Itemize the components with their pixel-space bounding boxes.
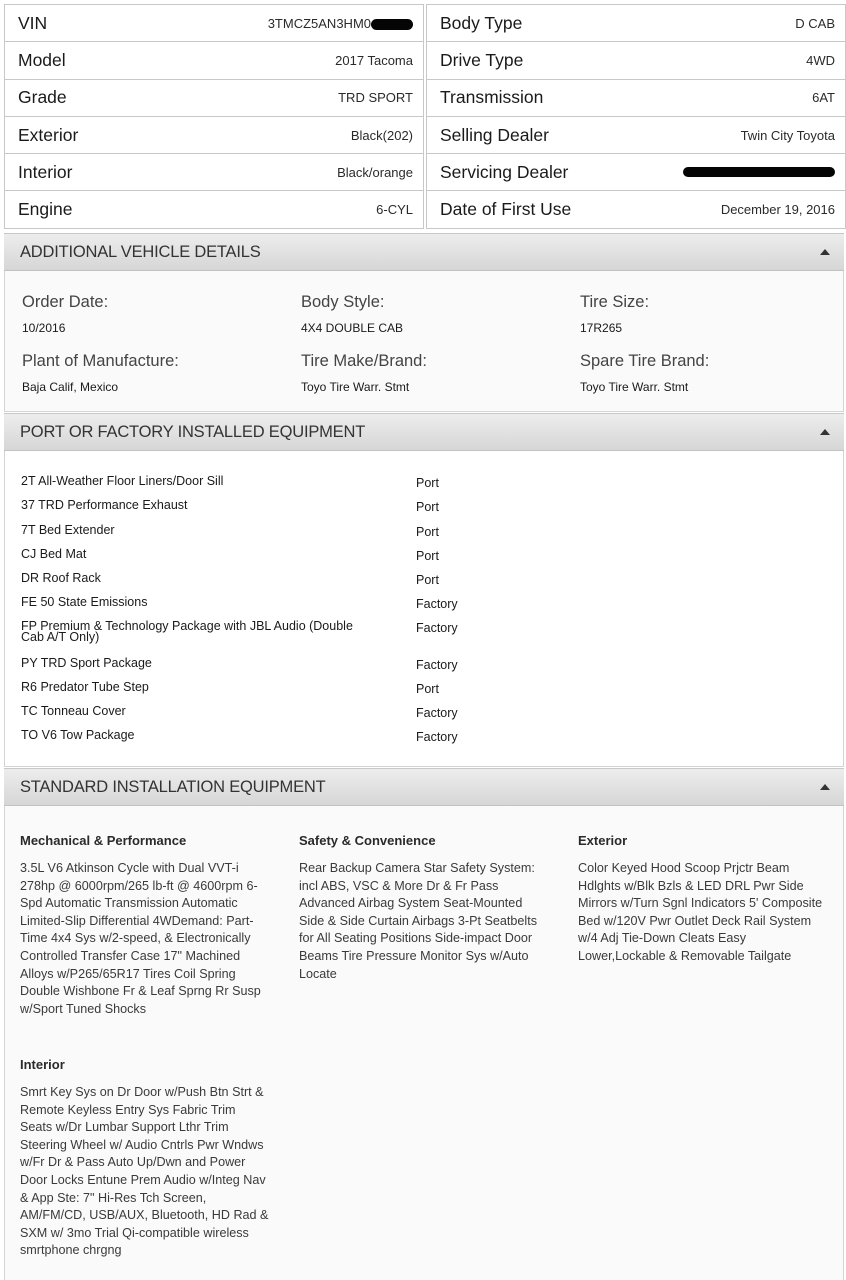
- interior-label: Interior: [18, 161, 73, 182]
- equipment-name: FE 50 State Emissions: [21, 595, 148, 609]
- equipment-source: Factory: [416, 706, 458, 720]
- grade-value: TRD SPORT: [338, 90, 413, 106]
- body-type-value: D CAB: [795, 15, 835, 31]
- exterior-block: [578, 833, 828, 966]
- equipment-name: TC Tonneau Cover: [21, 704, 126, 718]
- interior-text: Smrt Key Sys on Dr Door w/Push Btn Strt & Remote Keyless Entry Sys Fabric Trim Seats w/Dr Lumbar Support Lthr Trim Steering Wheel w/ Audio Cntrls Pwr Wndws w/Fr Dr & Pass Auto Up/Dwn and Power Door Locks Entune Prem Audio w/Integ Nav & App Ste: 7" Hi-Res Tch Screen, AM/FM/CD, USB/AUX, Bluetooth, HD Rad & SXM w/ 3mo Trial Qi-compatible wireless smrtphone chrgng: [20, 1085, 269, 1258]
- grade-label: Grade: [18, 87, 67, 108]
- safety-title: Safety & Convenience: [299, 833, 436, 848]
- interior-block: [20, 1057, 270, 1260]
- spec-row-grade: [4, 79, 424, 117]
- exterior-title: Exterior: [578, 833, 628, 848]
- exterior-label: Exterior: [18, 124, 79, 145]
- equipment-name: 37 TRD Performance Exhaust: [21, 498, 188, 512]
- equipment-source: Port: [416, 573, 439, 587]
- equipment-name: PY TRD Sport Package: [21, 656, 152, 670]
- tire-make-field: [301, 352, 427, 394]
- tire-size-field: [580, 293, 649, 335]
- first-use-value: December 19, 2016: [720, 202, 835, 218]
- tire-make-label: Tire Make/Brand:: [301, 352, 427, 370]
- vin-text: 3TMCZ5AN3HM0: [267, 15, 371, 31]
- vin-label: VIN: [18, 12, 48, 33]
- equipment-source: Port: [416, 500, 439, 514]
- spec-row-selling-dealer: [426, 116, 846, 154]
- body-style-value: 4X4 DOUBLE CAB: [301, 321, 404, 335]
- equipment-name: 2T All-Weather Floor Liners/Door Sill: [21, 474, 224, 488]
- exterior-value: Black(202): [350, 127, 413, 143]
- spec-row-drive-type: [426, 41, 846, 79]
- standard-equipment-header[interactable]: [4, 768, 844, 806]
- body-style-field: [301, 293, 403, 335]
- plant-label: Plant of Manufacture:: [22, 352, 179, 370]
- spare-tire-value: Toyo Tire Warr. Stmt: [580, 380, 689, 394]
- spec-column-right: [426, 4, 846, 228]
- equipment-name: CJ Bed Mat: [21, 547, 87, 561]
- caret-up-icon[interactable]: [820, 429, 830, 435]
- spec-row-engine: [4, 190, 424, 228]
- plant-field: [22, 352, 179, 394]
- equipment-source: Port: [416, 476, 439, 490]
- equipment-name: R6 Predator Tube Step: [21, 680, 149, 694]
- order-date-value: 10/2016: [22, 321, 66, 335]
- spec-row-servicing-dealer: [426, 153, 846, 191]
- engine-value: 6-CYL: [376, 202, 413, 218]
- port-factory-title: PORT OR FACTORY INSTALLED EQUIPMENT: [20, 422, 366, 441]
- safety-block: [299, 833, 549, 983]
- vin-value: [268, 16, 413, 31]
- equipment-source: Port: [416, 682, 439, 696]
- spec-row-vin: [4, 4, 424, 42]
- exterior-text: Color Keyed Hood Scoop Prjctr Beam Hdlghts w/Blk Bzls & LED DRL Pwr Side Mirrors w/Turn Sgnl Indicators 5' Composite Bed w/120V Pwr Outlet Deck Rail System w/4 Adj Tie-Down Cleats Easy Lower,Lockable & Removable Tailgate: [578, 861, 823, 963]
- caret-up-icon[interactable]: [820, 249, 830, 255]
- body-type-label: Body Type: [440, 12, 523, 33]
- spec-row-first-use: [426, 190, 846, 228]
- selling-dealer-value: Twin City Toyota: [740, 127, 835, 143]
- tire-make-value: Toyo Tire Warr. Stmt: [301, 380, 410, 394]
- vehicle-spec-grid: [4, 4, 844, 234]
- mechanical-text: 3.5L V6 Atkinson Cycle with Dual VVT-i 278hp @ 6000rpm/265 lb-ft @ 4600rpm 6-Spd Automatic Transmission Automatic Limited-Slip Differential 4WDemand: Part-Time 4x4 Sys w/2-speed, & Electronically Controlled Transfer Case 17" Machined Alloys w/P265/65R17 Tires Coil Spring Double Wishbone Fr & Leaf Sprng Rr Susp w/Sport Tuned Shocks: [20, 861, 261, 1016]
- spec-column-left: [4, 4, 424, 228]
- spare-tire-field: [580, 352, 709, 394]
- mechanical-title: Mechanical & Performance: [20, 833, 187, 848]
- servicing-dealer-label: Servicing Dealer: [440, 161, 569, 182]
- order-date-field: [22, 293, 108, 335]
- additional-details-panel: [4, 271, 844, 412]
- interior-value: Black/orange: [337, 164, 413, 180]
- equipment-source: Factory: [416, 730, 458, 744]
- equipment-source: Port: [416, 549, 439, 563]
- caret-up-icon[interactable]: [820, 784, 830, 790]
- selling-dealer-label: Selling Dealer: [440, 124, 549, 145]
- safety-text: Rear Backup Camera Star Safety System: incl ABS, VSC & More Dr & Fr Pass Advanced Airbag System Seat-Mounted Side & Side Curtain Airbags 3-Pt Seatbelts for All Seating Positions Side-impact Door Beams Tire Pressure Monitor Sys w/Auto Locate: [299, 861, 538, 981]
- port-factory-header[interactable]: [4, 413, 844, 451]
- spec-row-transmission: [426, 79, 846, 117]
- additional-details-header[interactable]: [4, 233, 844, 271]
- spec-row-interior: [4, 153, 424, 191]
- redaction-mark: [371, 19, 413, 30]
- drive-type-label: Drive Type: [440, 49, 524, 70]
- transmission-label: Transmission: [440, 87, 544, 108]
- equipment-source: Port: [416, 525, 439, 539]
- order-date-label: Order Date:: [22, 293, 109, 311]
- equipment-name: TO V6 Tow Package: [21, 728, 135, 742]
- body-style-label: Body Style:: [301, 293, 385, 311]
- first-use-label: Date of First Use: [440, 199, 572, 220]
- spec-row-body-type: [426, 4, 846, 42]
- equipment-source: Factory: [416, 597, 458, 611]
- tire-size-value: 17R265: [580, 321, 623, 335]
- plant-value: Baja Calif, Mexico: [22, 380, 119, 394]
- drive-type-value: 4WD: [806, 52, 835, 68]
- transmission-value: 6AT: [812, 90, 835, 106]
- equipment-name: DR Roof Rack: [21, 571, 101, 585]
- engine-label: Engine: [18, 199, 73, 220]
- mechanical-block: [20, 833, 270, 1018]
- model-value: 2017 Tacoma: [335, 52, 413, 68]
- equipment-source: Factory: [416, 621, 458, 635]
- equipment-name: FP Premium & Technology Package with JBL Audio (Double Cab A/T Only): [21, 619, 353, 644]
- equipment-name: 7T Bed Extender: [21, 523, 115, 537]
- model-label: Model: [18, 49, 66, 70]
- spec-row-model: [4, 41, 424, 79]
- tire-size-label: Tire Size:: [580, 293, 650, 311]
- equipment-source: Factory: [416, 658, 458, 672]
- port-factory-panel: [4, 451, 844, 767]
- spec-row-exterior: [4, 116, 424, 154]
- servicing-dealer-redaction: [683, 167, 835, 177]
- standard-equipment-panel: [4, 806, 844, 1280]
- additional-details-title: ADDITIONAL VEHICLE DETAILS: [20, 242, 261, 261]
- spare-tire-label: Spare Tire Brand:: [580, 352, 710, 370]
- standard-equipment-title: STANDARD INSTALLATION EQUIPMENT: [20, 777, 326, 796]
- interior-title: Interior: [20, 1057, 65, 1072]
